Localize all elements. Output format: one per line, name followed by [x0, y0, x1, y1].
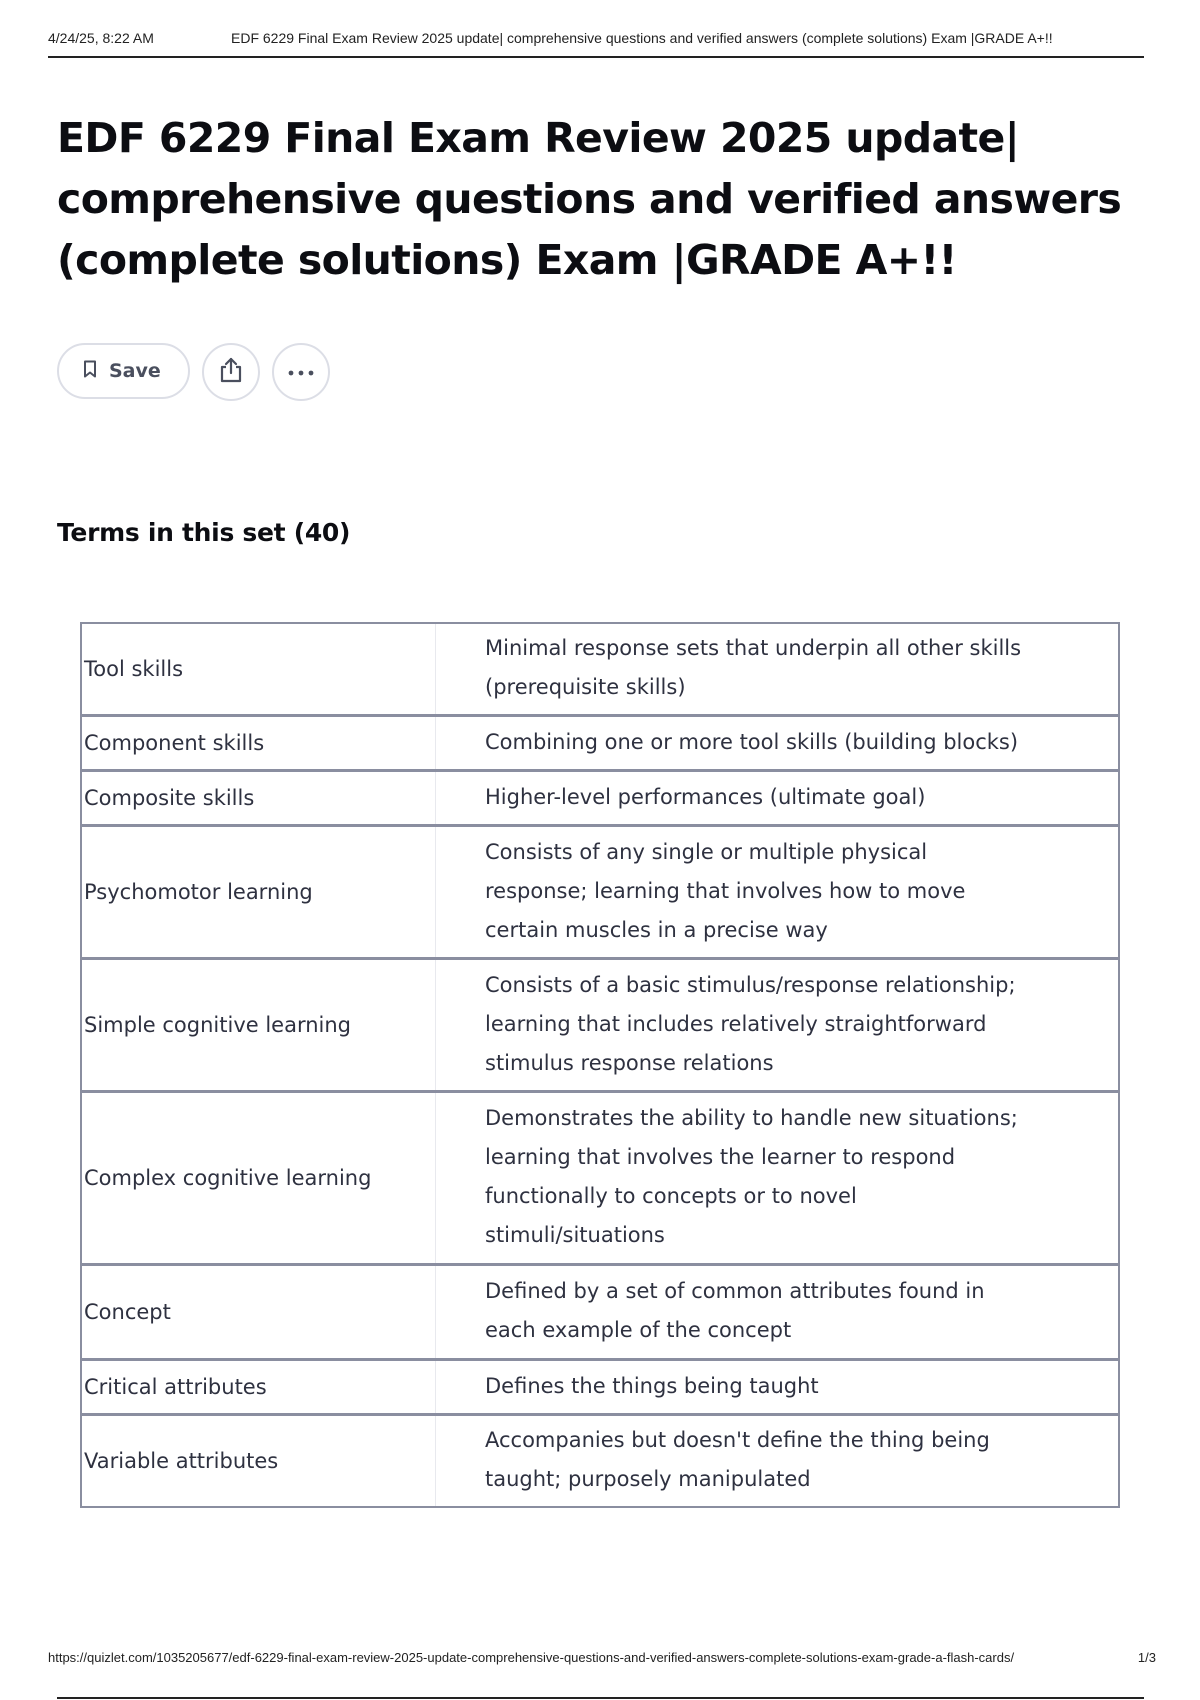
terms-section-title: Terms in this set (40) — [57, 518, 351, 547]
print-header — [48, 28, 1144, 58]
save-button[interactable] — [57, 343, 190, 399]
table-row — [81, 959, 1119, 1092]
definition-cell: Defined by a set of common attributes found in each example of the concept — [436, 1265, 1120, 1360]
term-cell: Simple cognitive learning — [81, 959, 436, 1092]
definition-cell: Accompanies but doesn't define the thing being taught; purposely manipulated — [436, 1415, 1120, 1508]
more-horizontal-icon — [288, 363, 314, 381]
print-page-title: EDF 6229 Final Exam Review 2025 update| comprehensive questions and verified answers (complete solutions) Exam |GRADE A+!! — [231, 30, 1053, 46]
terms-table — [80, 622, 1120, 1508]
table-row — [81, 1360, 1119, 1415]
definition-cell: Consists of any single or multiple physical response; learning that involves how to move certain muscles in a precise way — [436, 826, 1120, 959]
more-options-button[interactable] — [272, 343, 330, 401]
definition-cell: Demonstrates the ability to handle new situations; learning that involves the learner to respond functionally to concepts or to novel stimuli/situations — [436, 1092, 1120, 1265]
term-cell: Complex cognitive learning — [81, 1092, 436, 1265]
set-actions — [57, 343, 330, 403]
table-row — [81, 1092, 1119, 1265]
term-cell: Component skills — [81, 716, 436, 771]
share-icon — [218, 356, 244, 389]
table-row — [81, 1265, 1119, 1360]
definition-cell: Minimal response sets that underpin all other skills (prerequisite skills) — [436, 623, 1120, 716]
definition-cell: Consists of a basic stimulus/response relationship; learning that includes relatively straightforward stimulus response relations — [436, 959, 1120, 1092]
set-title: EDF 6229 Final Exam Review 2025 update| comprehensive questions and verified answers (complete solutions) Exam |GRADE A+!! — [57, 114, 1122, 284]
table-row — [81, 826, 1119, 959]
definition-cell: Combining one or more tool skills (building blocks) — [436, 716, 1120, 771]
save-button-label: Save — [109, 360, 161, 382]
term-cell: Tool skills — [81, 623, 436, 716]
page-number: 1/3 — [1137, 1650, 1156, 1665]
table-row — [81, 771, 1119, 826]
term-cell: Concept — [81, 1265, 436, 1360]
bookmark-icon — [83, 360, 97, 383]
term-cell: Variable attributes — [81, 1415, 436, 1508]
footer-divider — [57, 1697, 1144, 1699]
term-cell: Psychomotor learning — [81, 826, 436, 959]
definition-cell: Defines the things being taught — [436, 1360, 1120, 1415]
print-date: 4/24/25, 8:22 AM — [48, 30, 154, 46]
table-row — [81, 716, 1119, 771]
table-row — [81, 1415, 1119, 1508]
definition-cell: Higher-level performances (ultimate goal) — [436, 771, 1120, 826]
term-cell: Critical attributes — [81, 1360, 436, 1415]
share-button[interactable] — [202, 343, 260, 401]
term-cell: Composite skills — [81, 771, 436, 826]
page-url: https://quizlet.com/1035205677/edf-6229-final-exam-review-2025-update-comprehensive-questions-and-verified-answers-complete-solutions-exam-grade-a-flash-cards/ — [48, 1650, 1015, 1665]
table-row — [81, 623, 1119, 716]
